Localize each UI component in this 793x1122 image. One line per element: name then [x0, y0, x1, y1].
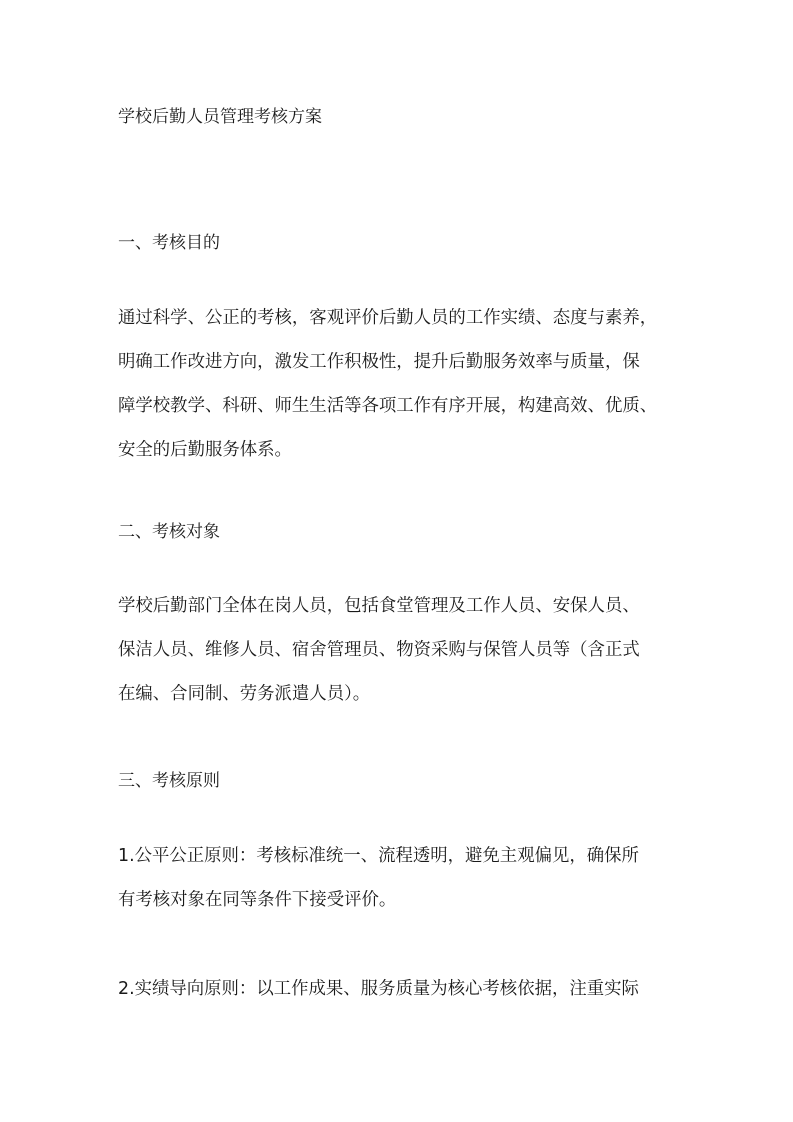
paragraph-line: 2.实绩导向原则：以工作成果、服务质量为核心考核依据，注重实际 — [118, 979, 639, 999]
section-paragraph-purpose — [118, 296, 678, 472]
document-title: 学校后勤人员管理考核方案 — [118, 107, 322, 127]
paragraph-line: 保洁人员、维修人员、宿舍管理员、物资采购与保管人员等（含正式 — [118, 640, 640, 660]
paragraph-line: 通过科学、公正的考核，客观评价后勤人员的工作实绩、态度与素养， — [118, 308, 658, 328]
paragraph-line: 1.公平公正原则：考核标准统一、流程透明，避免主观偏见，确保所 — [118, 846, 639, 866]
section-heading-targets: 二、考核对象 — [118, 522, 220, 542]
paragraph-line: 在编、合同制、劳务派遣人员）。 — [118, 684, 371, 704]
paragraph-line: 障学校教学、科研、师生生活等各项工作有序开展，构建高效、优质、 — [118, 396, 658, 416]
paragraph-line: 明确工作改进方向，激发工作积极性，提升后勤服务效率与质量，保 — [118, 352, 640, 372]
section-paragraph-performance — [118, 967, 678, 1011]
section-heading-purpose: 一、考核目的 — [118, 233, 220, 253]
paragraph-line: 安全的后勤服务体系。 — [118, 440, 292, 460]
section-paragraph-targets — [118, 584, 678, 716]
paragraph-line: 有考核对象在同等条件下接受评价。 — [118, 890, 397, 910]
section-heading-principles: 三、考核原则 — [118, 771, 220, 791]
section-paragraph-fairness — [118, 834, 678, 922]
paragraph-line: 学校后勤部门全体在岗人员，包括食堂管理及工作人员、安保人员、 — [118, 596, 640, 616]
